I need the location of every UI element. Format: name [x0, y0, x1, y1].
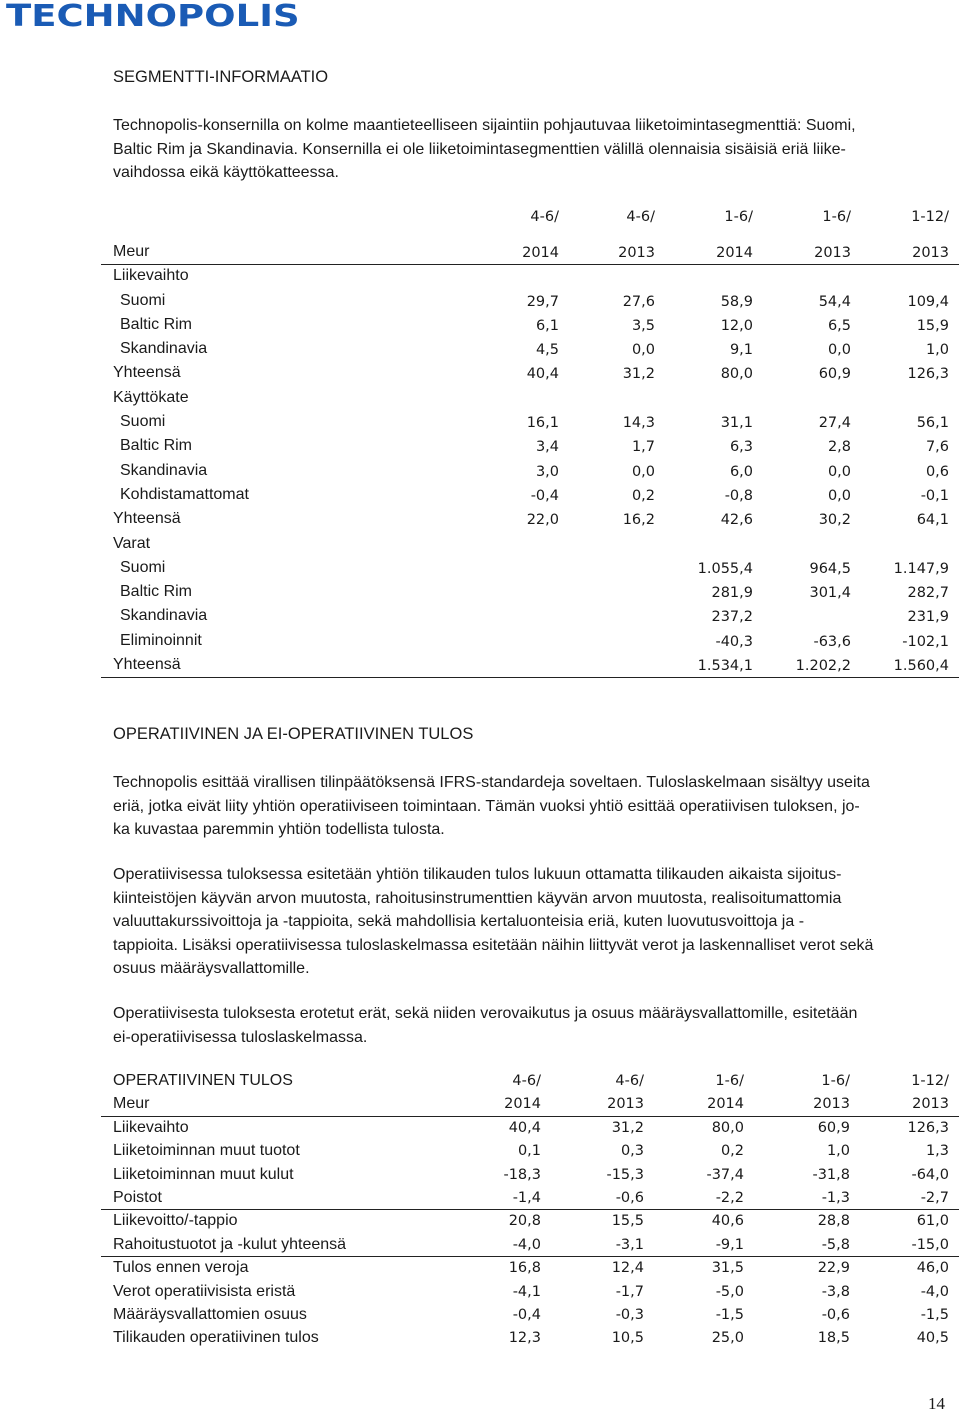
cell-value: 40,4: [526, 366, 559, 383]
cell-value: 40,5: [916, 1330, 949, 1347]
cell-value: 60,9: [817, 1119, 850, 1136]
cell-value: 42,6: [720, 512, 753, 529]
table-row: [101, 508, 959, 532]
row-label: Tilikauden operatiivinen tulos: [113, 1329, 319, 1347]
cell-value: 31,1: [720, 415, 753, 432]
segment-table-body: [101, 265, 959, 678]
cell-value: -1,3: [821, 1189, 850, 1206]
cell-value: 0,0: [631, 342, 655, 359]
operative-table-body: [101, 1117, 959, 1351]
cell-value: 6,1: [535, 317, 559, 334]
table-row: [101, 314, 959, 338]
cell-value: 22,9: [817, 1260, 850, 1277]
row-label: Skandinavia: [120, 607, 208, 625]
header-period: 4-6/: [512, 1073, 541, 1089]
operative-paragraph-2: [113, 863, 948, 981]
cell-value: -0,1: [920, 487, 949, 504]
table-row: [101, 1210, 959, 1233]
table-row: [101, 630, 959, 654]
table-row: [101, 1140, 959, 1163]
unit-label: Meur: [113, 243, 150, 260]
cell-value: 1.147,9: [893, 560, 949, 577]
cell-value: -9,1: [715, 1236, 744, 1253]
row-label: Baltic Rim: [120, 315, 193, 333]
paragraph-line: Operatiivisesta tuloksesta erotetut erät, sekä niiden verovaikutus ja osuus määräysvallattomille, esitetään: [113, 1005, 858, 1022]
table-row: [101, 581, 959, 605]
cell-value: -40,3: [715, 633, 753, 650]
paragraph-line: valuuttakurssivoittoja ja -tappioita, sekä mahdollisia kertaluonteisia eriä, kuten luovutusvoittoja ja -: [113, 913, 805, 930]
row-label: Rahoitustuotot ja -kulut yhteensä: [113, 1235, 347, 1253]
cell-value: -37,4: [706, 1166, 744, 1183]
cell-value: 12,4: [611, 1260, 644, 1277]
header-period: 1-6/: [715, 1073, 744, 1089]
cell-value: 29,7: [526, 293, 559, 310]
cell-value: 15,5: [611, 1213, 644, 1230]
table-rule: [101, 1209, 959, 1210]
cell-value: 40,6: [711, 1213, 744, 1230]
table-row: [101, 265, 959, 289]
cell-value: -4,0: [920, 1283, 949, 1300]
cell-value: -1,7: [615, 1283, 644, 1300]
cell-value: -0,6: [615, 1189, 644, 1206]
cell-value: 3,5: [631, 317, 655, 334]
cell-value: 1.055,4: [697, 560, 753, 577]
cell-value: -0,6: [821, 1306, 850, 1323]
table-header-years: [101, 1093, 959, 1116]
cell-value: 6,3: [729, 439, 753, 456]
cell-value: -1,5: [920, 1306, 949, 1323]
cell-value: -0,4: [530, 487, 559, 504]
cell-value: -2,7: [920, 1189, 949, 1206]
cell-value: 1,0: [925, 342, 949, 359]
cell-value: -4,1: [512, 1283, 541, 1300]
table-row: [101, 1234, 959, 1257]
cell-value: 18,5: [817, 1330, 850, 1347]
header-year: 2013: [618, 245, 655, 261]
cell-value: 237,2: [711, 609, 753, 626]
cell-value: 0,0: [827, 487, 851, 504]
cell-value: 61,0: [916, 1213, 949, 1230]
paragraph-line: Operatiivisessa tuloksessa esitetään yhtiön tilikauden tulos lukuun ottamatta tilikauden aikaista sijoitus-: [113, 866, 842, 883]
table-header-periods: [101, 1070, 959, 1093]
table-row: [101, 460, 959, 484]
table-row: [101, 1117, 959, 1140]
table-row: [101, 290, 959, 314]
row-label: Suomi: [120, 558, 166, 576]
table-header-periods: [101, 205, 959, 241]
cell-value: 0,1: [517, 1143, 541, 1160]
cell-value: 301,4: [809, 585, 851, 602]
cell-value: -0,4: [512, 1306, 541, 1323]
cell-value: 25,0: [711, 1330, 744, 1347]
table-row: [101, 1257, 959, 1280]
row-label: Verot operatiivisista eristä: [113, 1282, 296, 1300]
cell-value: 31,2: [611, 1119, 644, 1136]
cell-value: -102,1: [902, 633, 949, 650]
cell-value: 0,2: [631, 487, 655, 504]
cell-value: 31,2: [622, 366, 655, 383]
cell-value: 56,1: [916, 415, 949, 432]
cell-value: 0,0: [827, 342, 851, 359]
row-label: Liikevoitto/-tappio: [113, 1212, 238, 1230]
cell-value: -5,8: [821, 1236, 850, 1253]
cell-value: 6,0: [729, 463, 753, 480]
table-row: [101, 1281, 959, 1304]
row-label: Liikevaihto: [113, 267, 189, 285]
cell-value: 80,0: [720, 366, 753, 383]
cell-value: -0,8: [724, 487, 753, 504]
header-period: 1-6/: [822, 209, 851, 225]
row-label: Suomi: [120, 413, 166, 431]
unit-label: Meur: [113, 1095, 150, 1113]
paragraph-line: ei-operatiivisessa tuloslaskelmassa.: [113, 1028, 368, 1046]
table-row: [101, 1304, 959, 1327]
table-rule: [101, 1116, 959, 1117]
cell-value: -4,0: [512, 1236, 541, 1253]
table-row: [101, 1327, 959, 1350]
row-label: Liiketoiminnan muut kulut: [113, 1165, 294, 1183]
header-period: 1-6/: [821, 1073, 850, 1089]
cell-value: -3,8: [821, 1283, 850, 1300]
row-label: Baltic Rim: [120, 437, 193, 455]
cell-value: 1,7: [631, 439, 655, 456]
operative-paragraph-3: [113, 1002, 948, 1049]
header-period: 1-12/: [911, 209, 949, 225]
header-year: 2014: [707, 1096, 744, 1113]
paragraph-line: Technopolis esittää virallisen tilinpäätöksensä IFRS-standardeja soveltaen. Tuloslaskelmaan sisältyy useita: [113, 774, 870, 791]
cell-value: 0,3: [620, 1143, 644, 1160]
cell-value: 16,1: [526, 415, 559, 432]
table-header-years: [101, 241, 959, 265]
table-row: [101, 1164, 959, 1187]
page-number: 14: [928, 1394, 945, 1413]
header-period: 4-6/: [626, 209, 655, 225]
row-label: Tulos ennen veroja: [113, 1259, 249, 1277]
table-row: [101, 1187, 959, 1210]
cell-value: -2,2: [715, 1189, 744, 1206]
cell-value: 80,0: [711, 1119, 744, 1136]
cell-value: -31,8: [812, 1166, 850, 1183]
section-title-operative: OPERATIIVINEN JA EI-OPERATIIVINEN TULOS: [113, 725, 474, 743]
header-period: 4-6/: [530, 209, 559, 225]
table-rule: [101, 1256, 959, 1257]
cell-value: 0,0: [631, 463, 655, 480]
cell-value: 40,4: [508, 1119, 541, 1136]
paragraph-line: ka kuvastaa paremmin yhtiön todellista tulosta.: [113, 821, 445, 838]
table-row: [101, 557, 959, 581]
cell-value: 7,6: [925, 439, 949, 456]
cell-value: -5,0: [715, 1283, 744, 1300]
cell-value: -15,0: [911, 1236, 949, 1253]
cell-value: 58,9: [720, 293, 753, 310]
table-row: [101, 654, 959, 678]
row-label: Yhteensä: [113, 510, 181, 528]
header-year: 2013: [607, 1096, 644, 1113]
row-label: Yhteensä: [113, 656, 181, 674]
paragraph-line: tappioita. Lisäksi operatiivisessa tuloslaskelmassa esitetään näihin liittyvät verot ja laskennalliset verot sekä: [113, 936, 874, 954]
cell-value: -1,4: [512, 1189, 541, 1206]
row-label: Liikevaihto: [113, 1118, 189, 1136]
cell-value: 30,2: [818, 512, 851, 529]
row-label: Suomi: [120, 291, 166, 309]
paragraph-line: Technopolis-konsernilla on kolme maantieteelliseen sijaintiin pohjautuvaa liiketoimintasegmenttiä: Suomi,: [113, 117, 856, 134]
cell-value: 1.202,2: [795, 658, 851, 675]
row-label: Skandinavia: [120, 461, 208, 479]
cell-value: 126,3: [907, 1119, 949, 1136]
cell-value: 3,4: [535, 439, 559, 456]
cell-value: 6,5: [827, 317, 851, 334]
cell-value: 1.560,4: [893, 658, 949, 675]
cell-value: -3,1: [615, 1236, 644, 1253]
cell-value: 12,3: [508, 1330, 541, 1347]
paragraph-line: kiinteistöjen käyvän arvon muutosta, rahoitusinstrumenttien käyvän arvon muutosta, realisoitumattomia: [113, 889, 842, 907]
header-year: 2013: [814, 245, 851, 261]
table-row: [101, 338, 959, 362]
operative-result-table: [101, 1070, 959, 1351]
cell-value: 54,4: [818, 293, 851, 310]
cell-value: -0,3: [615, 1306, 644, 1323]
cell-value: 2,8: [827, 439, 851, 456]
cell-value: 231,9: [907, 609, 949, 626]
cell-value: 28,8: [817, 1213, 850, 1230]
cell-value: 282,7: [907, 585, 949, 602]
segment-table: [101, 205, 959, 678]
cell-value: 3,0: [535, 463, 559, 480]
header-period: 1-6/: [724, 209, 753, 225]
cell-value: -63,6: [813, 633, 851, 650]
cell-value: 12,0: [720, 317, 753, 334]
cell-value: 22,0: [526, 512, 559, 529]
cell-value: 46,0: [916, 1260, 949, 1277]
cell-value: 0,0: [827, 463, 851, 480]
row-label: Määräysvallattomien osuus: [113, 1305, 307, 1323]
section-title-segment-info: SEGMENTTI-INFORMAATIO: [113, 68, 329, 86]
cell-value: 109,4: [907, 293, 949, 310]
cell-value: 16,2: [622, 512, 655, 529]
cell-value: 64,1: [916, 512, 949, 529]
cell-value: 1,3: [925, 1143, 949, 1160]
cell-value: 281,9: [711, 585, 753, 602]
header-year: 2014: [716, 245, 753, 261]
cell-value: 964,5: [809, 560, 851, 577]
cell-value: -64,0: [911, 1166, 949, 1183]
table-row: [101, 533, 959, 557]
table-row: [101, 435, 959, 459]
cell-value: 16,8: [508, 1260, 541, 1277]
paragraph-line: vaihdossa eikä käyttökatteessa.: [113, 164, 339, 181]
cell-value: 27,6: [622, 293, 655, 310]
header-year: 2014: [504, 1096, 541, 1113]
table-rule: [101, 677, 959, 678]
row-label: Skandinavia: [120, 340, 208, 358]
cell-value: -15,3: [606, 1166, 644, 1183]
cell-value: 1,0: [826, 1143, 850, 1160]
cell-value: 14,3: [622, 415, 655, 432]
row-label: Käyttökate: [113, 388, 189, 406]
table-row: [101, 484, 959, 508]
header-year: 2013: [912, 245, 949, 261]
header-year: 2014: [522, 245, 559, 261]
table-row: [101, 362, 959, 386]
row-label: Poistot: [113, 1188, 162, 1206]
cell-value: 4,5: [535, 342, 559, 359]
row-label: Liiketoiminnan muut tuotot: [113, 1142, 300, 1160]
cell-value: 9,1: [729, 342, 753, 359]
cell-value: 27,4: [818, 415, 851, 432]
row-label: Kohdistamattomat: [120, 485, 249, 503]
header-period: 1-12/: [911, 1073, 949, 1089]
table-row: [101, 605, 959, 629]
paragraph-line: eriä, jotka eivät liity yhtiön operatiiviseen toimintaan. Tämän vuoksi yhtiö esittää operatiivisen tuloksen, jo-: [113, 797, 860, 815]
header-year: 2013: [813, 1096, 850, 1113]
cell-value: 1.534,1: [697, 658, 753, 675]
header-period: 4-6/: [615, 1073, 644, 1089]
header-year: 2013: [912, 1096, 949, 1113]
cell-value: 126,3: [907, 366, 949, 383]
operative-paragraph-1: [113, 771, 948, 842]
paragraph-line: osuus määräysvallattomille.: [113, 960, 310, 977]
cell-value: 0,2: [720, 1143, 744, 1160]
table-row: [101, 411, 959, 435]
row-label: Yhteensä: [113, 364, 181, 382]
cell-value: 10,5: [611, 1330, 644, 1347]
technopolis-logo: TECHNOPOLIS: [6, 0, 300, 34]
table-title: OPERATIIVINEN TULOS: [113, 1072, 293, 1089]
cell-value: 31,5: [711, 1260, 744, 1277]
cell-value: -1,5: [715, 1306, 744, 1323]
cell-value: -18,3: [503, 1166, 541, 1183]
cell-value: 0,6: [925, 463, 949, 480]
table-row: [101, 387, 959, 411]
cell-value: 60,9: [818, 366, 851, 383]
cell-value: 15,9: [916, 317, 949, 334]
row-label: Eliminoinnit: [120, 631, 202, 649]
cell-value: 20,8: [508, 1213, 541, 1230]
table-rule: [101, 264, 959, 265]
row-label: Varat: [113, 534, 151, 552]
paragraph-line: Baltic Rim ja Skandinavia. Konsernilla ei ole liiketoimintasegmenttien välillä olennaisia sisäisiä eriä liike-: [113, 140, 846, 158]
row-label: Baltic Rim: [120, 583, 193, 601]
segment-intro-paragraph: [113, 114, 948, 185]
